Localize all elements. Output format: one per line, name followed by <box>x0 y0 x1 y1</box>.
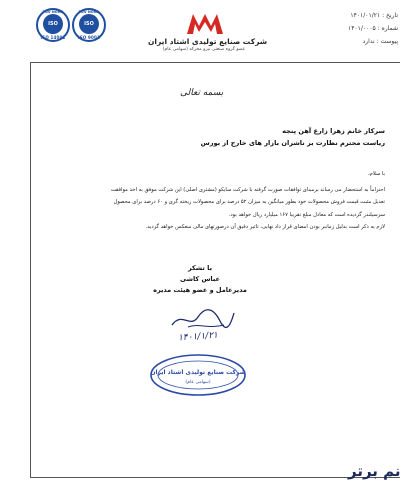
body-line: تعدیل مثبت قیمت فروش محصولات خود بطور میانگین به میزان ۵۲ درصد برای محصولات ریخته گری و ۶۰ درصد برای محصول <box>113 199 385 206</box>
body-line: احتراماً به استحضار می رساند برمبنای توافقات صورت گرفته با شرکت سایکو (مشتری اصلی) این شرکت موفق به اخذ موافقت <box>110 186 385 193</box>
seal-bottom-text: ISO 9001 <box>78 35 100 40</box>
number-row <box>318 22 398 35</box>
handwritten-signature <box>168 305 238 333</box>
signer-name: عباس کاشی <box>180 275 220 283</box>
header-divider <box>30 62 400 63</box>
date-label: تاریخ : <box>382 12 398 19</box>
attachment-value: ندارد <box>362 38 375 45</box>
greeting: با سلام، <box>367 171 385 177</box>
company-subtitle: (سهامی عام) عضو گروه صنعتی نیرو محرکه <box>162 47 246 52</box>
stamp-subtitle: (سهامی عام) <box>185 380 211 385</box>
date-row <box>318 9 398 22</box>
letter-meta <box>318 9 398 48</box>
attachment-label: پیوست : <box>376 38 398 45</box>
seal-center-text: ISO <box>84 21 94 27</box>
watermark-logo: نم برتر <box>348 462 401 480</box>
addressee <box>160 125 385 149</box>
seal-center-text: ISO <box>48 21 58 27</box>
basmala: بسمه تعالی <box>180 88 224 98</box>
left-margin-line <box>30 62 31 477</box>
addressee-name: سرکار خانم زهرا زارع آهن پنجه <box>282 127 385 135</box>
handwritten-date: ۱۴۰۱/۱/۲۱ <box>177 330 219 344</box>
number-value: ۱۴۰۱/۰۰۰۵ <box>347 25 376 32</box>
tuv-iso14001-seal <box>36 8 70 42</box>
seal-center <box>43 14 63 34</box>
letter-body <box>55 170 385 233</box>
company-stamp <box>148 352 248 398</box>
seal-top-text: TUV NORD <box>42 10 64 14</box>
footer-divider <box>30 477 400 478</box>
seal-center <box>79 14 99 34</box>
date-value: ۱۴۰۱/۰۱/۲۱ <box>350 12 381 19</box>
seal-top-text: TUV NORD <box>78 10 100 14</box>
addressee-title: ریاست محترم نظارت بر ناشران بازار های خارج از بورس <box>200 139 385 147</box>
body-line: لازم به ذکر است بدلیل زمانبر بودن امضای قرار داد نهایی، تاثیر دقیق آن درصورتهای مالی منعکس خواهد گردید. <box>145 224 385 231</box>
attachment-row <box>318 35 398 48</box>
stamp-title: شرکت صنایع تولیدی اشتاد ایران <box>150 369 246 376</box>
body-line: سرسیلندر گردیده است که معادل مبلغ تقریبا ۱۶۷ میلیارد ریال خواهد بود. <box>228 211 385 218</box>
company-logo-icon <box>185 10 225 36</box>
signature-block <box>150 263 250 296</box>
company-name: شرکت صنایع تولیدی اشتاد ایران <box>148 37 268 46</box>
tuv-iso9001-seal <box>72 8 106 42</box>
number-label: شماره : <box>377 25 398 32</box>
signer-title: مدیرعامل و عضو هیئت مدیره <box>153 286 247 294</box>
closing: با تشکر <box>187 264 213 272</box>
seal-bottom-text: ISO 14001 <box>40 35 66 40</box>
